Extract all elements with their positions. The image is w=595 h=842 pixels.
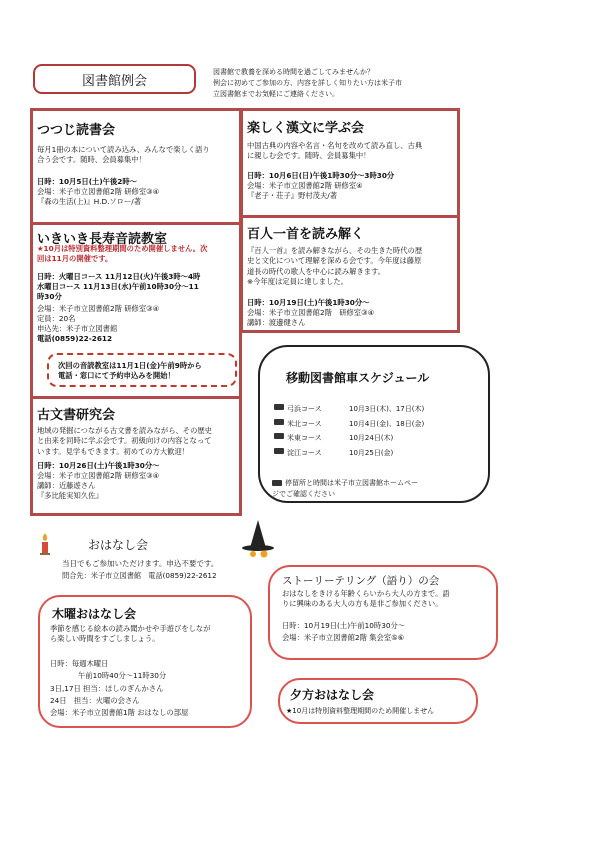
schedule-row bbox=[274, 448, 393, 458]
mobile-title: 移動図書館車スケジュール bbox=[286, 371, 430, 385]
ikiiki-notice: ★10月は特別資料整理期間のため開催しません。次 回は11月の開催です。 bbox=[37, 244, 208, 264]
ikiiki-venue: 会場：米子市立図書館2階 研修室③④ bbox=[37, 304, 160, 313]
tsutsuji-book: 『森の生活(上)』H.D.ソロー/著 bbox=[37, 197, 142, 206]
bus-icon bbox=[272, 480, 282, 486]
yugata-title: 夕方おはなし会 bbox=[290, 688, 375, 702]
ikiiki-capacity: 定員：20名 bbox=[37, 314, 76, 323]
hyakunin-desc: 『百人一首』を読み解きながら、その生きた時代の歴 史と文化について理解を深める会です。今年度は藤原 道長の時代の歌人を中心に読み解きます。 ※今年度は定員に達しました。 bbox=[247, 246, 423, 287]
story-section bbox=[268, 565, 498, 660]
mokuyou-time: 午前10時40分～11時30分 bbox=[78, 671, 167, 680]
kanbun-title: 楽しく漢文に学ぶ会 bbox=[247, 121, 365, 136]
schedule-row bbox=[274, 419, 424, 429]
candle-icon bbox=[38, 532, 52, 556]
course-name: 米東コース bbox=[287, 434, 322, 442]
ikiiki-date2: 水曜日コース 11月13日(水)午前10時30分～11 時30分 bbox=[37, 282, 199, 302]
komonjo-section bbox=[30, 396, 242, 516]
komonjo-title: 古文書研究会 bbox=[37, 408, 116, 423]
mokuyou-staff1: 3日,17日 担当：ほしのぎんかさん bbox=[50, 684, 164, 693]
bus-icon bbox=[274, 433, 284, 439]
ohanashi-line2: 問合先：米子市立図書館 電話(0859)22-2612 bbox=[62, 571, 217, 580]
ikiiki-date1: 日時：火曜日コース 11月12日(火)午後3時～4時 bbox=[37, 272, 201, 281]
ikiiki-title: いきいき長寿音読教室 bbox=[37, 232, 168, 247]
bus-icon bbox=[274, 404, 284, 410]
kanbun-section bbox=[240, 108, 460, 218]
hyakunin-venue: 会場：米子市立図書館2階 研修室③④ bbox=[247, 308, 375, 317]
schedule-row bbox=[274, 433, 393, 443]
course-dates: 10月4日(金)、18日(金) bbox=[349, 420, 425, 428]
yugata-section bbox=[278, 678, 478, 724]
yugata-notice: ★10月は特別資料整理期間のため開催しません bbox=[286, 707, 435, 715]
mokuyou-title: 木曜おはなし会 bbox=[52, 607, 137, 621]
bus-icon bbox=[274, 448, 284, 454]
mokuyou-venue: 会場：米子市立図書館1階 おはなしの部屋 bbox=[50, 708, 189, 717]
mobile-note: 停留所と時間は米子市立図書館ホームペー ジでご確認ください bbox=[272, 479, 418, 498]
ohanashi-line1: 当日でもご参加いただけます。申込不要です。 bbox=[62, 559, 219, 568]
kanbun-venue: 会場：米子市立図書館2階 研修室④ bbox=[247, 181, 363, 190]
course-dates: 10月24日(木) bbox=[349, 434, 394, 442]
hyakunin-section bbox=[240, 215, 460, 333]
mokuyou-staff2: 24日 担当：火曜の会さん bbox=[50, 696, 140, 705]
course-name: 淀江コース bbox=[287, 449, 322, 457]
komonjo-lecturer: 講師：近藤遊さん bbox=[37, 481, 96, 490]
course-name: 弓浜コース bbox=[287, 405, 322, 413]
page-title: 図書館例会 bbox=[33, 64, 196, 94]
course-dates: 10月3日(木)、17日(木) bbox=[349, 405, 425, 413]
kanbun-book: 『老子・荘子』野村茂夫/著 bbox=[247, 191, 338, 200]
tsutsuji-section bbox=[30, 108, 242, 225]
reservation-text: 次回の音読教室は11月1日(金)午前9時から 電話・窓口にて予約申込みを開始！ bbox=[58, 361, 202, 381]
komonjo-venue: 会場：米子市立図書館2階 研修室③④ bbox=[37, 471, 160, 480]
mokuyou-date: 日時：毎週木曜日 bbox=[50, 659, 109, 668]
story-venue: 会場：米子市立図書館2階 集会室⑤⑥ bbox=[282, 633, 405, 642]
mokuyou-desc: 季節を感じる絵本の読み聞かせや手遊びをしなが ら楽しい時間をすごしましょう。 bbox=[50, 624, 211, 644]
story-date: 日時：10月19日(土)午前10時30分～ bbox=[282, 621, 406, 630]
tsutsuji-date: 日時：10月5日(土)午後2時～ bbox=[37, 177, 137, 186]
ikiiki-section bbox=[30, 222, 242, 400]
tsutsuji-venue: 会場：米子市立図書館2階 研修室③④ bbox=[37, 187, 160, 196]
mokuyou-section bbox=[38, 595, 252, 728]
story-title: ストーリーテリング（語り）の会 bbox=[282, 575, 440, 587]
tsutsuji-desc: 毎月1冊の本について読み込み、みんなで楽しく語り 合う会です。随時、会員募集中！ bbox=[37, 145, 210, 165]
reservation-notice bbox=[47, 353, 237, 387]
komonjo-date: 日時：10月26日(土)午後1時30分～ bbox=[37, 461, 160, 470]
tsutsuji-title: つつじ読書会 bbox=[37, 123, 116, 138]
bus-icon bbox=[274, 419, 284, 425]
mobile-library-section bbox=[258, 345, 490, 503]
schedule-row bbox=[274, 404, 424, 414]
kanbun-date: 日時：10月6日(日)午後1時30分～3時30分 bbox=[247, 171, 395, 180]
witch-hat-icon bbox=[240, 518, 276, 558]
ikiiki-apply: 申込先：米子市立図書館 bbox=[37, 324, 118, 333]
komonjo-desc: 地域の発掘につながる古文書を読みながら、その歴史 と由来を同時に学ぶ会です。初級向けの内容となって います。見学もできます。初めての方大歓迎！ bbox=[37, 426, 212, 456]
hyakunin-date: 日時：10月19日(土)午後1時30分～ bbox=[247, 298, 370, 307]
course-name: 米北コース bbox=[287, 420, 322, 428]
hyakunin-lecturer: 講師：渡邊健さん bbox=[247, 318, 306, 327]
course-dates: 10月25日(金) bbox=[349, 449, 394, 457]
ikiiki-tel: 電話(0859)22-2612 bbox=[37, 334, 113, 343]
hyakunin-title: 百人一首を読み解く bbox=[247, 227, 365, 242]
story-desc: おはなしをきける年齢くらいから大人の方まで。語 りに興味のある大人の方も是非ご参加ください。 bbox=[282, 589, 450, 609]
ohanashi-title: おはなし会 bbox=[88, 538, 149, 552]
intro-text: 図書館で教養を深める時間を過ごしてみませんか？ 例会に初めてご参加の方、内容を詳しく知りたい方は米子市 立図書館までお気軽にご連絡ください。 bbox=[213, 68, 402, 98]
komonjo-book: 『多比能実知久佐』 bbox=[37, 491, 103, 500]
kanbun-desc: 中国古典の内容や名言・名句を改めて読み直し、古典 に親しむ会です。随時、会員募集中！ bbox=[247, 141, 423, 161]
